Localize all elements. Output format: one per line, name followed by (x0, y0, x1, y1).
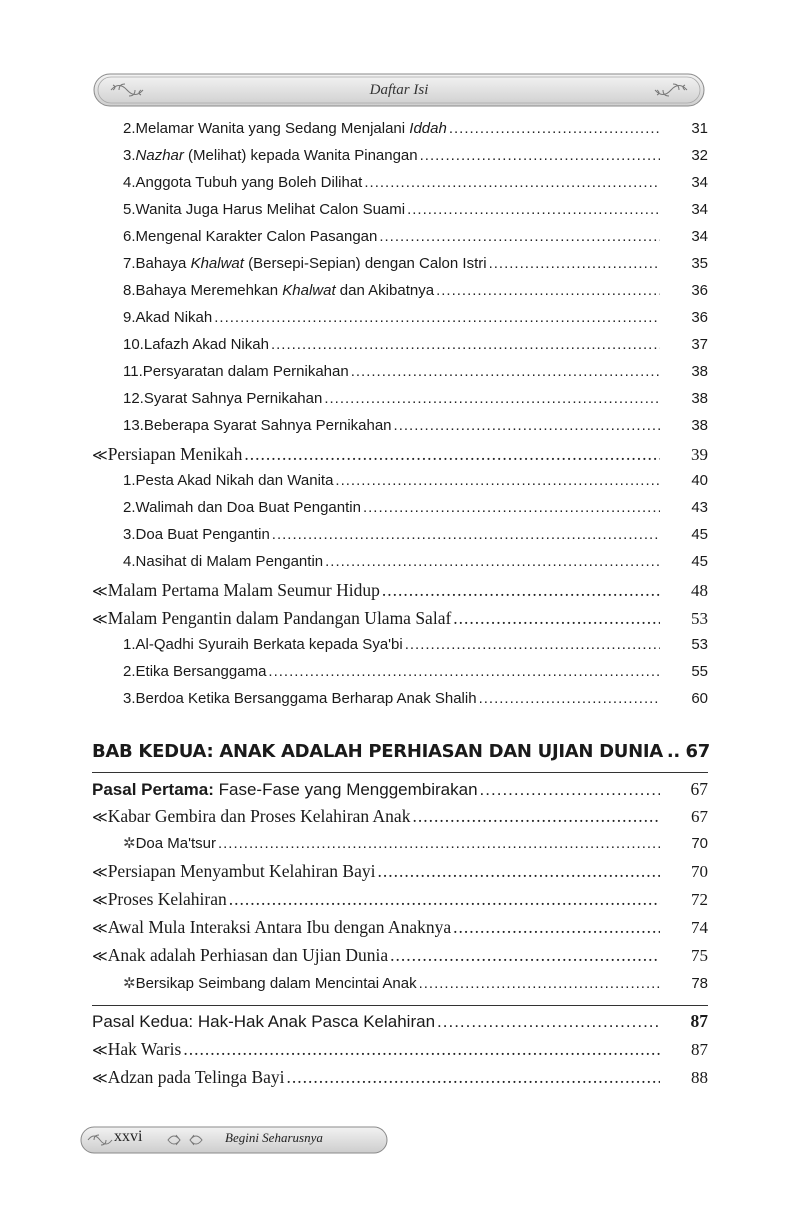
entry-page: 32 (691, 147, 708, 164)
entry-page: 55 (691, 663, 708, 680)
dot-leader (364, 174, 660, 191)
book-title: Begini Seharusnya (225, 1130, 323, 1145)
asterisk-icon: ✲ (123, 835, 136, 852)
dot-leader (183, 1039, 660, 1060)
toc-entry-bahaya-khalwat (123, 255, 708, 281)
entry-page: 34 (691, 228, 708, 245)
double-chevron-left-icon: ≪ (92, 865, 108, 881)
running-footer (80, 1125, 390, 1155)
toc-section-kabar-gembira (92, 806, 708, 834)
dot-leader (379, 228, 660, 245)
toc-section-hak-waris (92, 1039, 708, 1067)
section-title: Proses Kelahiran (107, 889, 227, 909)
entry-title: Nasihat di Malam Pengantin (135, 553, 324, 570)
dot-leader (335, 472, 660, 489)
toc-entry-melamar-iddah (123, 120, 708, 146)
entry-number: 7. (123, 255, 136, 272)
dot-leader (382, 580, 660, 601)
double-chevron-left-icon: ≪ (92, 612, 108, 628)
entry-title: Lafazh Akad Nikah (143, 336, 269, 353)
entry-title: Nazhar (Melihat) kepada Wanita Pinangan (135, 147, 418, 164)
dot-leader (412, 806, 660, 827)
dot-leader (272, 526, 660, 543)
dot-leader (449, 120, 660, 137)
chapter-page: 67 (685, 741, 710, 762)
entry-page: 38 (691, 390, 708, 407)
chapter-dots: .. (666, 741, 680, 762)
dot-leader (229, 889, 660, 910)
entry-title: Doa Ma'tsur (135, 835, 216, 852)
dot-leader (325, 553, 660, 570)
entry-number: 3. (123, 526, 136, 543)
entry-number: 1. (123, 472, 136, 489)
toc-entry-doa-matsur (123, 834, 708, 860)
section-title: Persiapan Menikah (107, 444, 243, 464)
chapter-title: BAB KEDUA: ANAK ADALAH PERHIASAN DAN UJIAN DUNIA (92, 741, 663, 762)
section-page: 39 (691, 445, 708, 464)
entry-page: 70 (691, 835, 708, 852)
toc-entry-bersikap-seimbang (123, 974, 708, 1000)
dot-leader (363, 499, 660, 516)
entry-number: 3. (123, 690, 136, 707)
entry-page: 37 (691, 336, 708, 353)
entry-page: 36 (691, 309, 708, 326)
entry-number: 5. (123, 201, 136, 218)
entry-title: Al-Qadhi Syuraih Berkata kepada Sya'bi (135, 636, 403, 653)
toc-chapter-bab-kedua (92, 741, 708, 771)
entry-title: Syarat Sahnya Pernikahan (143, 390, 323, 407)
toc-section-adzan (92, 1067, 708, 1095)
pasal-page: 67 (690, 779, 708, 799)
page-number: xxvi (114, 1128, 143, 1145)
entry-number: 4. (123, 553, 136, 570)
entry-number: 8. (123, 282, 136, 299)
entry-number: 12. (123, 390, 144, 407)
toc-entry-meremehkan-khalwat (123, 282, 708, 308)
toc-section-malam-pengantin (92, 608, 708, 636)
double-chevron-left-icon: ≪ (92, 949, 108, 965)
dot-leader (394, 417, 660, 434)
section-page: 48 (691, 581, 708, 600)
entry-page: 78 (691, 975, 708, 992)
entry-title: Anggota Tubuh yang Boleh Dilihat (135, 174, 363, 191)
entry-number: 1. (123, 636, 136, 653)
entry-page: 38 (691, 417, 708, 434)
entry-number: 9. (123, 309, 136, 326)
section-page: 53 (691, 609, 708, 628)
dot-leader (271, 336, 660, 353)
header-title: Daftar Isi (369, 82, 429, 98)
double-chevron-left-icon: ≪ (92, 810, 108, 826)
toc-entry-pesta-akad (123, 472, 708, 498)
section-title: Anak adalah Perhiasan dan Ujian Dunia (107, 945, 389, 965)
entry-page: 45 (691, 553, 708, 570)
entry-page: 34 (691, 174, 708, 191)
toc-section-anak-perhiasan (92, 945, 708, 973)
dot-leader (244, 444, 660, 465)
section-title: Hak Waris (107, 1039, 182, 1059)
dot-leader (480, 780, 660, 800)
pasal-title: Pasal Kedua: Hak-Hak Anak Pasca Kelahiran (92, 1012, 436, 1031)
section-page: 87 (691, 1040, 708, 1059)
toc-entry-mengenal-karakter (123, 228, 708, 254)
dot-leader (437, 1012, 660, 1032)
pasal-divider (92, 1005, 708, 1006)
section-title: Adzan pada Telinga Bayi (107, 1067, 285, 1087)
toc-entry-nazhar (123, 147, 708, 173)
dot-leader (453, 917, 660, 938)
entry-title: Bersikap Seimbang dalam Mencintai Anak (135, 975, 417, 992)
dot-leader (405, 636, 660, 653)
dot-leader (420, 147, 660, 164)
toc-entry-doa-pengantin (123, 526, 708, 552)
toc-entry-nasihat (123, 553, 708, 579)
toc-pasal-kedua (92, 1011, 708, 1039)
pasal-title: Pasal Pertama: Fase-Fase yang Menggembirakan (92, 780, 478, 799)
entry-page: 45 (691, 526, 708, 543)
section-page: 88 (691, 1068, 708, 1087)
entry-title: Bahaya Meremehkan Khalwat dan Akibatnya (135, 282, 435, 299)
toc-entry-berdoa (123, 690, 708, 716)
double-chevron-left-icon: ≪ (92, 1043, 108, 1059)
toc-entry-al-qadhi (123, 636, 708, 662)
toc-entry-syarat-sahnya (123, 390, 708, 416)
entry-title: Wanita Juga Harus Melihat Calon Suami (135, 201, 406, 218)
toc-section-persiapan-bayi (92, 861, 708, 889)
dot-leader (419, 975, 660, 992)
dot-leader (479, 690, 660, 707)
toc-section-malam-pertama (92, 580, 708, 608)
entry-page: 34 (691, 201, 708, 218)
double-chevron-left-icon: ≪ (92, 448, 108, 464)
section-title: Persiapan Menyambut Kelahiran Bayi (107, 861, 376, 881)
section-page: 70 (691, 862, 708, 881)
dot-leader (287, 1067, 661, 1088)
dot-leader (436, 282, 660, 299)
double-chevron-left-icon: ≪ (92, 584, 108, 600)
toc-entry-etika (123, 663, 708, 689)
double-chevron-left-icon: ≪ (92, 893, 108, 909)
dot-leader (351, 363, 660, 380)
toc-entry-akad-nikah (123, 309, 708, 335)
entry-title: Melamar Wanita yang Sedang Menjalani Iddah (135, 120, 447, 137)
entry-page: 35 (691, 255, 708, 272)
toc-entry-wanita-melihat (123, 201, 708, 227)
toc-entry-beberapa-syarat (123, 417, 708, 443)
section-page: 75 (691, 946, 708, 965)
dot-leader (377, 861, 660, 882)
dot-leader (390, 945, 660, 966)
entry-page: 43 (691, 499, 708, 516)
dot-leader (489, 255, 660, 272)
toc-entry-lafazh (123, 336, 708, 362)
dot-leader (453, 608, 660, 629)
section-title: Awal Mula Interaksi Antara Ibu dengan Anaknya (107, 917, 452, 937)
entry-page: 38 (691, 363, 708, 380)
dot-leader (214, 309, 660, 326)
entry-title: Etika Bersanggama (135, 663, 267, 680)
entry-title: Pesta Akad Nikah dan Wanita (135, 472, 334, 489)
toc-section-proses-kelahiran (92, 889, 708, 917)
entry-number: 2. (123, 663, 136, 680)
running-header (93, 73, 705, 107)
section-title: Kabar Gembira dan Proses Kelahiran Anak (107, 806, 411, 826)
toc-entry-persyaratan (123, 363, 708, 389)
chapter-divider (92, 772, 708, 773)
toc-section-persiapan-menikah (92, 444, 708, 472)
toc-entry-anggota-tubuh (123, 174, 708, 200)
entry-number: 11. (123, 363, 143, 380)
entry-page: 60 (691, 690, 708, 707)
entry-page: 40 (691, 472, 708, 489)
dot-leader (324, 390, 660, 407)
double-chevron-left-icon: ≪ (92, 1071, 108, 1087)
entry-number: 10. (123, 336, 144, 353)
entry-number: 3. (123, 147, 136, 164)
entry-title: Beberapa Syarat Sahnya Pernikahan (143, 417, 392, 434)
entry-title: Berdoa Ketika Bersanggama Berharap Anak Shalih (135, 690, 477, 707)
entry-number: 4. (123, 174, 136, 191)
dot-leader (218, 835, 660, 852)
dot-leader (407, 201, 660, 218)
entry-title: Persyaratan dalam Pernikahan (142, 363, 349, 380)
toc-pasal-pertama (92, 779, 708, 807)
entry-page: 31 (691, 120, 708, 137)
entry-number: 2. (123, 120, 136, 137)
toc-entry-walimah (123, 499, 708, 525)
dot-leader (268, 663, 660, 680)
entry-title: Akad Nikah (135, 309, 213, 326)
entry-title: Mengenal Karakter Calon Pasangan (135, 228, 378, 245)
section-title: Malam Pertama Malam Seumur Hidup (107, 580, 380, 600)
double-chevron-left-icon: ≪ (92, 921, 108, 937)
toc-section-awal-mula (92, 917, 708, 945)
section-page: 67 (691, 807, 708, 826)
pasal-page: 87 (690, 1011, 708, 1031)
entry-title: Doa Buat Pengantin (135, 526, 270, 543)
entry-number: 6. (123, 228, 136, 245)
entry-page: 53 (691, 636, 708, 653)
entry-title: Bahaya Khalwat (Bersepi-Sepian) dengan Calon Istri (135, 255, 487, 272)
asterisk-icon: ✲ (123, 975, 136, 992)
entry-title: Walimah dan Doa Buat Pengantin (135, 499, 361, 516)
section-title: Malam Pengantin dalam Pandangan Ulama Salaf (107, 608, 452, 628)
entry-number: 2. (123, 499, 136, 516)
entry-number: 13. (123, 417, 144, 434)
section-page: 74 (691, 918, 708, 937)
section-page: 72 (691, 890, 708, 909)
entry-page: 36 (691, 282, 708, 299)
